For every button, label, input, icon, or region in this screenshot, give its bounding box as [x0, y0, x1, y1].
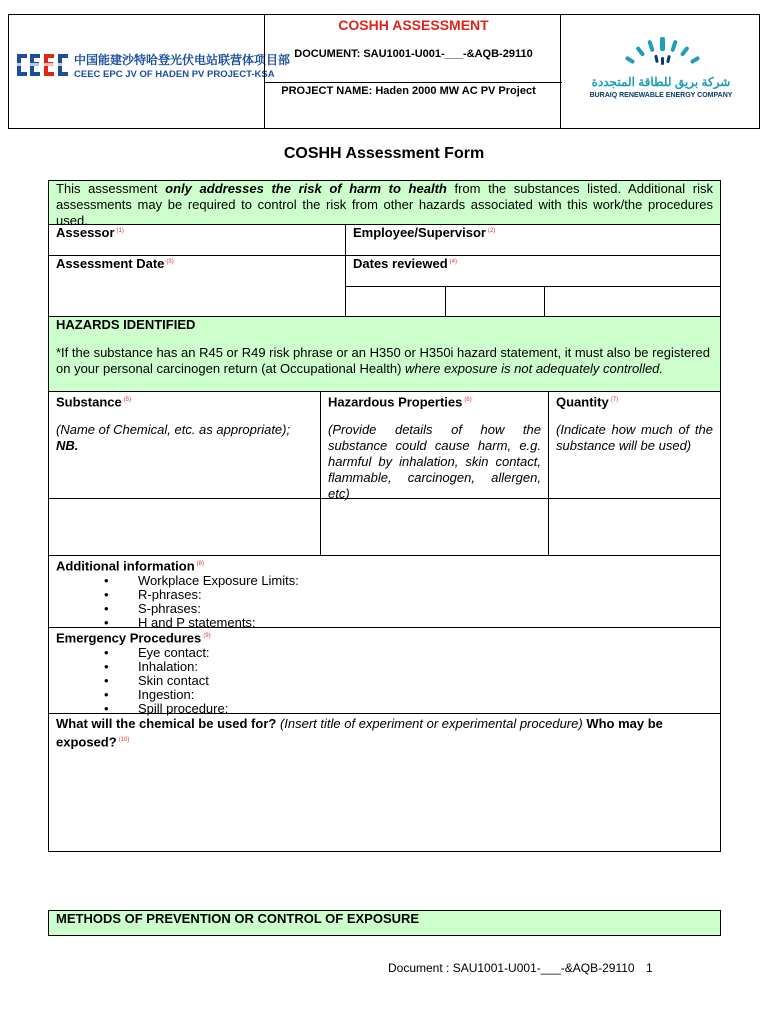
list-item: • Skin contact — [138, 674, 713, 688]
assessment-date-ref: (3) — [166, 258, 174, 265]
list-item: • Eye contact: — [138, 646, 713, 660]
emergency-list — [56, 646, 713, 716]
header-divider — [265, 82, 562, 83]
review-date-field[interactable] — [345, 286, 446, 317]
quantity-input-cell[interactable] — [548, 498, 721, 556]
list-item: • H and P statements: — [138, 616, 713, 630]
list-item: • S-phrases: — [138, 602, 713, 616]
methods-box — [48, 910, 721, 936]
substance-ref: (5) — [123, 397, 132, 403]
emergency-cell[interactable] — [48, 627, 721, 717]
quantity-ref: (7) — [610, 397, 619, 403]
header-middle-cell — [264, 14, 561, 129]
hazardous-input-cell[interactable] — [320, 498, 549, 556]
intro-post: from the substances listed. Additional risk assessments may be required to control the risk from other hazards associated with this work/the procedures used. — [56, 181, 713, 228]
employee-cell[interactable] — [345, 224, 721, 256]
form-title: COSHH Assessment Form — [283, 145, 485, 162]
assessor-cell[interactable] — [48, 224, 346, 256]
usage-label-exposed: Who may be exposed? — [56, 716, 663, 750]
footer-document: Document : SAU1001-U001-___-&AQB-29110 — [388, 961, 635, 975]
logo-en-text: CEEC EPC JV OF HADEN PV PROJECT-KSA — [74, 69, 275, 80]
logo-cn-text: 中国能建沙特哈登光伏电站联营体项目部 — [74, 53, 291, 67]
intro-emphasis: only addresses the risk of harm to health — [165, 181, 447, 196]
list-item: • Ingestion: — [138, 688, 713, 702]
hazards-note — [56, 345, 713, 377]
quantity-cell — [548, 391, 721, 499]
header-right-logo-cell — [560, 14, 760, 129]
substance-nb: NB. — [56, 438, 79, 454]
header-document: DOCUMENT: SAU1001-U001-___-&AQB-29110 — [294, 48, 533, 60]
header-logo-cell — [8, 14, 291, 129]
substance-input-cell[interactable] — [48, 498, 321, 556]
hazards-box — [48, 316, 721, 392]
hazardous-cell — [320, 391, 549, 502]
review-date-field[interactable] — [544, 286, 721, 317]
quantity-hint: (Indicate how much of the substance will be used) — [556, 422, 713, 454]
employee-label: Employee/Supervisor — [353, 225, 486, 240]
list-item: • R-phrases: — [138, 588, 713, 602]
usage-cell[interactable] — [48, 713, 721, 852]
header-title: COSHH ASSESSMENT — [338, 17, 489, 33]
additional-label: Additional information — [56, 558, 195, 574]
hazards-heading: HAZARDS IDENTIFIED — [56, 317, 196, 332]
hazardous-hint: (Provide details of how the substance could cause harm, e.g. harmful by inhalation, skin contact, flammable, carcinogen, allergen, etc) — [328, 422, 541, 502]
assessment-date-cell[interactable] — [48, 255, 346, 317]
intro-box — [48, 180, 721, 228]
list-item: • Workplace Exposure Limits: — [138, 574, 713, 588]
footer-page-number: 1 — [646, 961, 653, 975]
hazards-note-italic: where exposure is not adequately controlled. — [405, 361, 664, 376]
list-item: • Spill procedure: — [138, 702, 713, 716]
substance-cell — [48, 391, 321, 499]
substance-label: Substance — [56, 394, 122, 410]
hazardous-label: Hazardous Properties — [328, 394, 463, 410]
assessor-label: Assessor — [56, 225, 115, 240]
additional-ref: (8) — [196, 561, 204, 567]
buraiq-logo-icon — [613, 35, 713, 75]
buraiq-arabic-text: شركة بريق للطاقة المتجددة — [591, 75, 731, 89]
substance-hint: (Name of Chemical, etc. as appropriate); — [56, 422, 291, 438]
dates-reviewed-cell — [345, 255, 721, 287]
dates-reviewed-label: Dates reviewed — [353, 256, 448, 271]
hazardous-ref: (6) — [464, 397, 472, 403]
usage-label: What will the chemical be used for? — [56, 716, 277, 731]
usage-hint: (Insert title of experiment or experimental procedure) — [279, 716, 583, 731]
quantity-label: Quantity — [556, 394, 609, 410]
emergency-ref: (9) — [203, 633, 211, 639]
methods-heading: METHODS OF PREVENTION OR CONTROL OF EXPOSURE — [56, 911, 420, 926]
assessor-ref: (1) — [116, 227, 124, 234]
emergency-label: Emergency Procedures — [56, 630, 202, 646]
additional-info-cell[interactable] — [48, 555, 721, 631]
intro-pre: This assessment — [56, 181, 166, 196]
header-project: PROJECT NAME: Haden 2000 MW AC PV Project — [281, 85, 536, 97]
assessment-date-label: Assessment Date — [56, 256, 165, 271]
employee-ref: (2) — [487, 227, 496, 234]
ceec-logo-icon — [15, 50, 71, 80]
additional-list — [56, 574, 713, 630]
review-date-field[interactable] — [445, 286, 545, 317]
buraiq-english-text: BURAIQ RENEWABLE ENERGY COMPANY — [589, 92, 733, 99]
dates-reviewed-ref: (4) — [449, 258, 458, 265]
hazards-note-text: *If the substance has an R45 or R49 risk phrase or an H350 or H350i hazard statement, it must also be registered on your personal carcinogen return (at Occupational Health) — [56, 345, 710, 376]
list-item: • Inhalation: — [138, 660, 713, 674]
usage-ref: (10) — [118, 737, 130, 743]
